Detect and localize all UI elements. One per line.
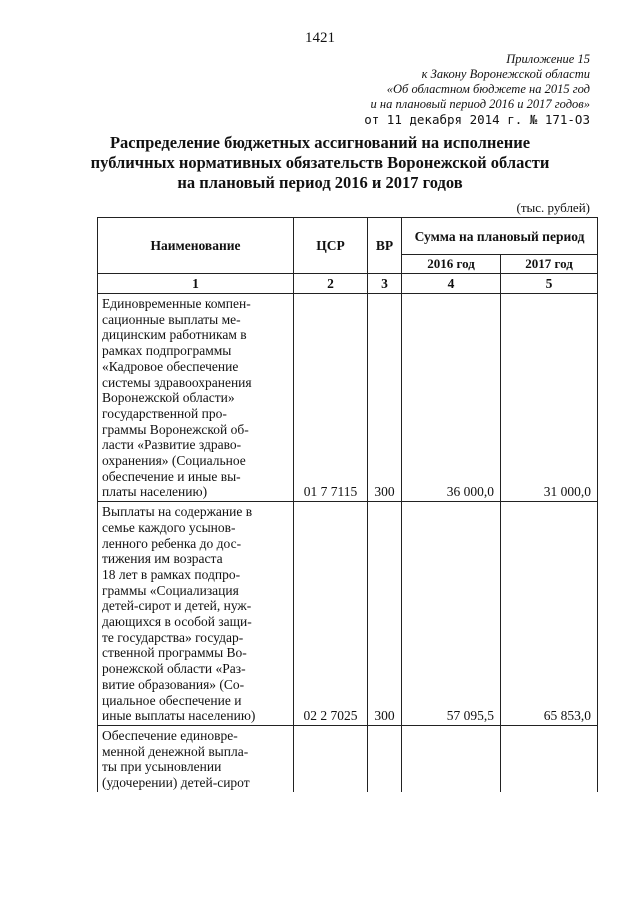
name-line: Обеспечение единовре- <box>102 727 238 743</box>
column-number: 1 <box>98 274 294 294</box>
name-line: 18 лет в рамках подпро- <box>102 566 241 582</box>
row-csr <box>294 725 368 791</box>
appendix-line: «Об областном бюджете на 2015 год <box>386 82 590 96</box>
name-line: «Кадровое обеспечение <box>102 358 239 374</box>
header-sum: Сумма на плановый период <box>402 218 598 255</box>
name-line: семье каждого усынов- <box>102 519 236 535</box>
column-number: 2 <box>294 274 368 294</box>
row-name <box>98 294 294 502</box>
page-number: 1421 <box>305 30 335 46</box>
appendix-line: Приложение 15 <box>506 52 590 66</box>
table-row <box>98 725 598 791</box>
header-year-2017: 2017 год <box>501 255 598 274</box>
header-year-2016: 2016 год <box>402 255 501 274</box>
name-line: граммы Воронежской об- <box>102 421 249 437</box>
name-line: системы здравоохранения <box>102 374 252 390</box>
header-csr: ЦСР <box>294 218 368 274</box>
name-line: те государства» государ- <box>102 629 244 645</box>
appendix-line: к Закону Воронежской области <box>421 67 590 81</box>
row-name <box>98 502 294 726</box>
header-name: Наименование <box>98 218 294 274</box>
name-line: дающихся в особой защи- <box>102 614 252 630</box>
header-vr: ВР <box>368 218 402 274</box>
row-csr: 02 2 7025 <box>294 502 368 726</box>
name-line: витие образования» (Со- <box>102 676 245 692</box>
row-csr: 01 7 7115 <box>294 294 368 502</box>
appendix-line: и на плановый период 2016 и 2017 годов» <box>370 97 590 111</box>
name-line: Воронежской области» <box>102 390 235 406</box>
name-line: государственной про- <box>102 405 227 421</box>
name-line: граммы «Социализация <box>102 582 239 598</box>
name-line: платы населению) <box>102 484 208 500</box>
appendix-note <box>371 52 590 112</box>
row-vr: 300 <box>368 294 402 502</box>
name-line: ты при усыновлении <box>102 759 222 775</box>
table-row <box>98 294 598 502</box>
units-label: (тыс. рублей) <box>516 200 590 215</box>
column-number: 5 <box>501 274 598 294</box>
document-title <box>80 133 560 193</box>
row-name <box>98 725 294 791</box>
row-vr: 300 <box>368 502 402 726</box>
name-line: рамках подпрограммы <box>102 343 232 359</box>
row-vr <box>368 725 402 791</box>
name-line: тижения им возраста <box>102 551 223 567</box>
name-line: циальное обеспечение и <box>102 692 242 708</box>
name-line: ственной программы Во- <box>102 645 247 661</box>
column-number-row <box>98 274 598 294</box>
name-line: ронежской области «Раз- <box>102 661 246 677</box>
column-number: 4 <box>402 274 501 294</box>
name-line: обеспечение и иные вы- <box>102 468 241 484</box>
name-line: Выплаты на содержание в <box>102 504 253 520</box>
row-sum-2016: 36 000,0 <box>402 294 501 502</box>
title-line: на плановый период 2016 и 2017 годов <box>177 173 463 192</box>
name-line: сационные выплаты ме- <box>102 311 241 327</box>
title-line: публичных нормативных обязательств Воронежской области <box>90 153 550 172</box>
name-line: менной денежной выпла- <box>102 743 249 759</box>
name-line: ленного ребенка до дос- <box>102 535 242 551</box>
row-sum-2017: 65 853,0 <box>501 502 598 726</box>
name-line: ласти «Развитие здраво- <box>102 437 242 453</box>
row-sum-2017: 31 000,0 <box>501 294 598 502</box>
budget-table <box>97 217 598 792</box>
table-row <box>98 502 598 726</box>
column-number: 3 <box>368 274 402 294</box>
row-sum-2016 <box>402 725 501 791</box>
name-line: дицинским работникам в <box>102 327 247 343</box>
name-line: иные выплаты населению) <box>102 708 256 724</box>
row-sum-2016: 57 095,5 <box>402 502 501 726</box>
name-line: охранения» (Социальное <box>102 453 246 469</box>
name-line: Единовременные компен- <box>102 296 251 311</box>
row-sum-2017 <box>501 725 598 791</box>
name-line: (удочерении) детей-сирот <box>102 775 250 791</box>
title-line: Распределение бюджетных ассигнований на исполнение <box>109 133 531 152</box>
name-line: детей-сирот и детей, нуж- <box>102 598 252 614</box>
law-reference-stamp: от 11 декабря 2014 г. № 171-ОЗ <box>364 112 590 127</box>
